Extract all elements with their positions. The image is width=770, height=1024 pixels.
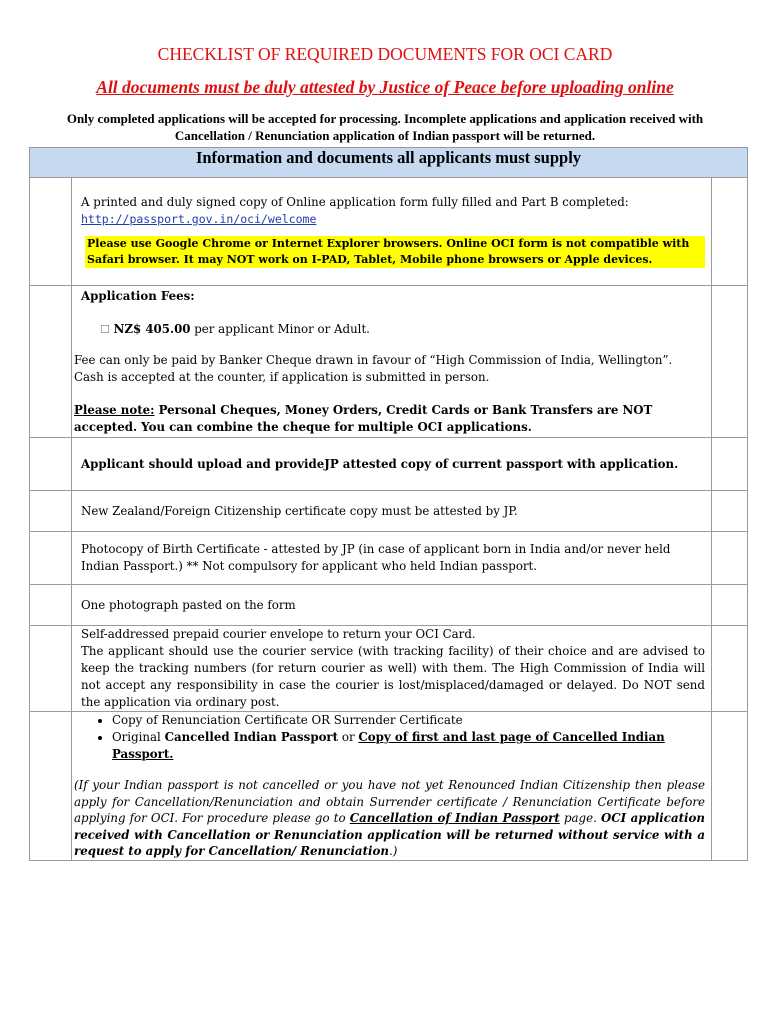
cancellation-link[interactable]: Cancellation of Indian Passport <box>349 811 560 825</box>
row-left-cell <box>30 712 72 861</box>
row-content <box>72 178 712 286</box>
courier-text <box>72 626 711 711</box>
photograph-text: One photograph pasted on the form <box>81 597 296 612</box>
row-check-cell <box>711 438 747 491</box>
table-header-row <box>30 148 748 178</box>
row-check-cell <box>711 712 747 861</box>
list-item <box>112 729 711 763</box>
table-heading: Information and documents all applicants must supply <box>30 148 748 178</box>
browser-warning: Please use Google Chrome or Internet Explorer browsers. Online OCI form is not compatible with Safari browser. It may NOT work on I-PAD, Tablet, Mobile phone browsers or Apple devices. <box>85 236 705 268</box>
row-left-cell <box>30 626 72 712</box>
renunciation-list <box>72 712 711 763</box>
page-subtitle: All documents must be duly attested by Justice of Peace before uploading online <box>96 77 674 97</box>
row-content <box>72 712 712 861</box>
passport-copy-text: Applicant should upload and provideJP attested copy of current passport with application. <box>81 456 679 471</box>
row-content <box>72 626 712 712</box>
table-row <box>30 438 748 491</box>
para-bold-warning: OCI application received with Cancellation or Renunciation application will be returned without service with a request to apply for Cancellation/ Renunciation <box>74 811 705 858</box>
row-left-cell <box>30 438 72 491</box>
row-left-cell <box>30 178 72 286</box>
table-row <box>30 626 748 712</box>
courier-line-1: Self-addressed prepaid courier envelope to return your OCI Card. <box>81 627 476 641</box>
fee-line <box>72 305 711 338</box>
row-content <box>72 491 712 532</box>
row-content <box>72 438 712 491</box>
para-mid: page. <box>559 811 601 825</box>
bullet-prefix: Original <box>112 730 165 744</box>
para-end: .) <box>388 844 398 858</box>
para-start: (If your Indian passport is not cancelled or you have not yet Renounced Indian Citizenship then please apply for Cancellation/Renunciation and obtain Surrender certificate / Renunciation Certificate before applying for OCI. For procedure please go to <box>74 778 705 825</box>
table-row <box>30 178 748 286</box>
fee-text: per applicant Minor or Adult. <box>190 322 370 336</box>
cancelled-passport-text: Cancelled Indian Passport <box>164 730 339 744</box>
citizenship-certificate-text: New Zealand/Foreign Citizenship certificate copy must be attested by JP. <box>81 503 518 518</box>
row-check-cell <box>711 585 747 626</box>
row-check-cell <box>711 178 747 286</box>
birth-certificate-text: Photocopy of Birth Certificate - attested by JP (in case of applicant born in India and/or never held Indian Passport.) ** Not compulsory for applicant who held Indian passport. <box>81 542 671 573</box>
row-left-cell <box>30 491 72 532</box>
processing-note: Only completed applications will be accepted for processing. Incomplete applications and application received with Cancellation / Renunciation application of Indian passport will be returned. <box>66 111 704 143</box>
table-row <box>30 712 748 861</box>
row-check-cell <box>711 626 747 712</box>
please-note-text: Personal Cheques, Money Orders, Credit Cards or Bank Transfers are NOT accepted. You can combine the cheque for multiple OCI applications. <box>74 403 653 434</box>
row-content <box>72 532 712 585</box>
row-content <box>72 286 712 438</box>
row-left-cell <box>30 532 72 585</box>
oci-website-link[interactable]: http://passport.gov.in/oci/welcome <box>81 212 317 226</box>
table-row <box>30 286 748 438</box>
cancellation-paragraph <box>72 763 711 860</box>
row-check-cell <box>711 532 747 585</box>
please-note <box>72 386 711 436</box>
table-row <box>30 585 748 626</box>
fees-label: Application Fees: <box>81 289 195 303</box>
row-check-cell <box>711 491 747 532</box>
payment-info: Fee can only be paid by Banker Cheque drawn in favour of “High Commission of India, Wellington”. Cash is accepted at the counter, if application is submitted in person. <box>74 353 673 384</box>
row-left-cell <box>30 286 72 438</box>
table-row <box>30 491 748 532</box>
online-form-text: A printed and duly signed copy of Online application form fully filled and Part B completed: <box>81 195 629 209</box>
row-content <box>72 585 712 626</box>
please-note-label: Please note: <box>74 403 155 417</box>
checkbox-icon: ☐ <box>100 323 110 336</box>
checklist-table <box>29 147 748 861</box>
page-title: CHECKLIST OF REQUIRED DOCUMENTS FOR OCI CARD <box>157 44 613 64</box>
bullet-or: or <box>338 730 359 744</box>
fee-amount: NZ$ 405.00 <box>113 322 191 336</box>
row-check-cell <box>711 286 747 438</box>
list-item: • Copy of Renunciation Certificate OR Surrender Certificate <box>112 712 711 729</box>
passport-pages-text: Copy of first and last page of Cancelled Indian Passport. <box>112 730 665 761</box>
row-left-cell <box>30 585 72 626</box>
courier-line-2: The applicant should use the courier service (with tracking facility) of their choice and are advised to keep the tracking numbers (for return courier as well) with them. The High Commission of India will not accept any responsibility in case the courier is lost/misplaced/damaged or delayed. Do NOT send the application via ordinary post. <box>81 644 705 709</box>
table-row <box>30 532 748 585</box>
